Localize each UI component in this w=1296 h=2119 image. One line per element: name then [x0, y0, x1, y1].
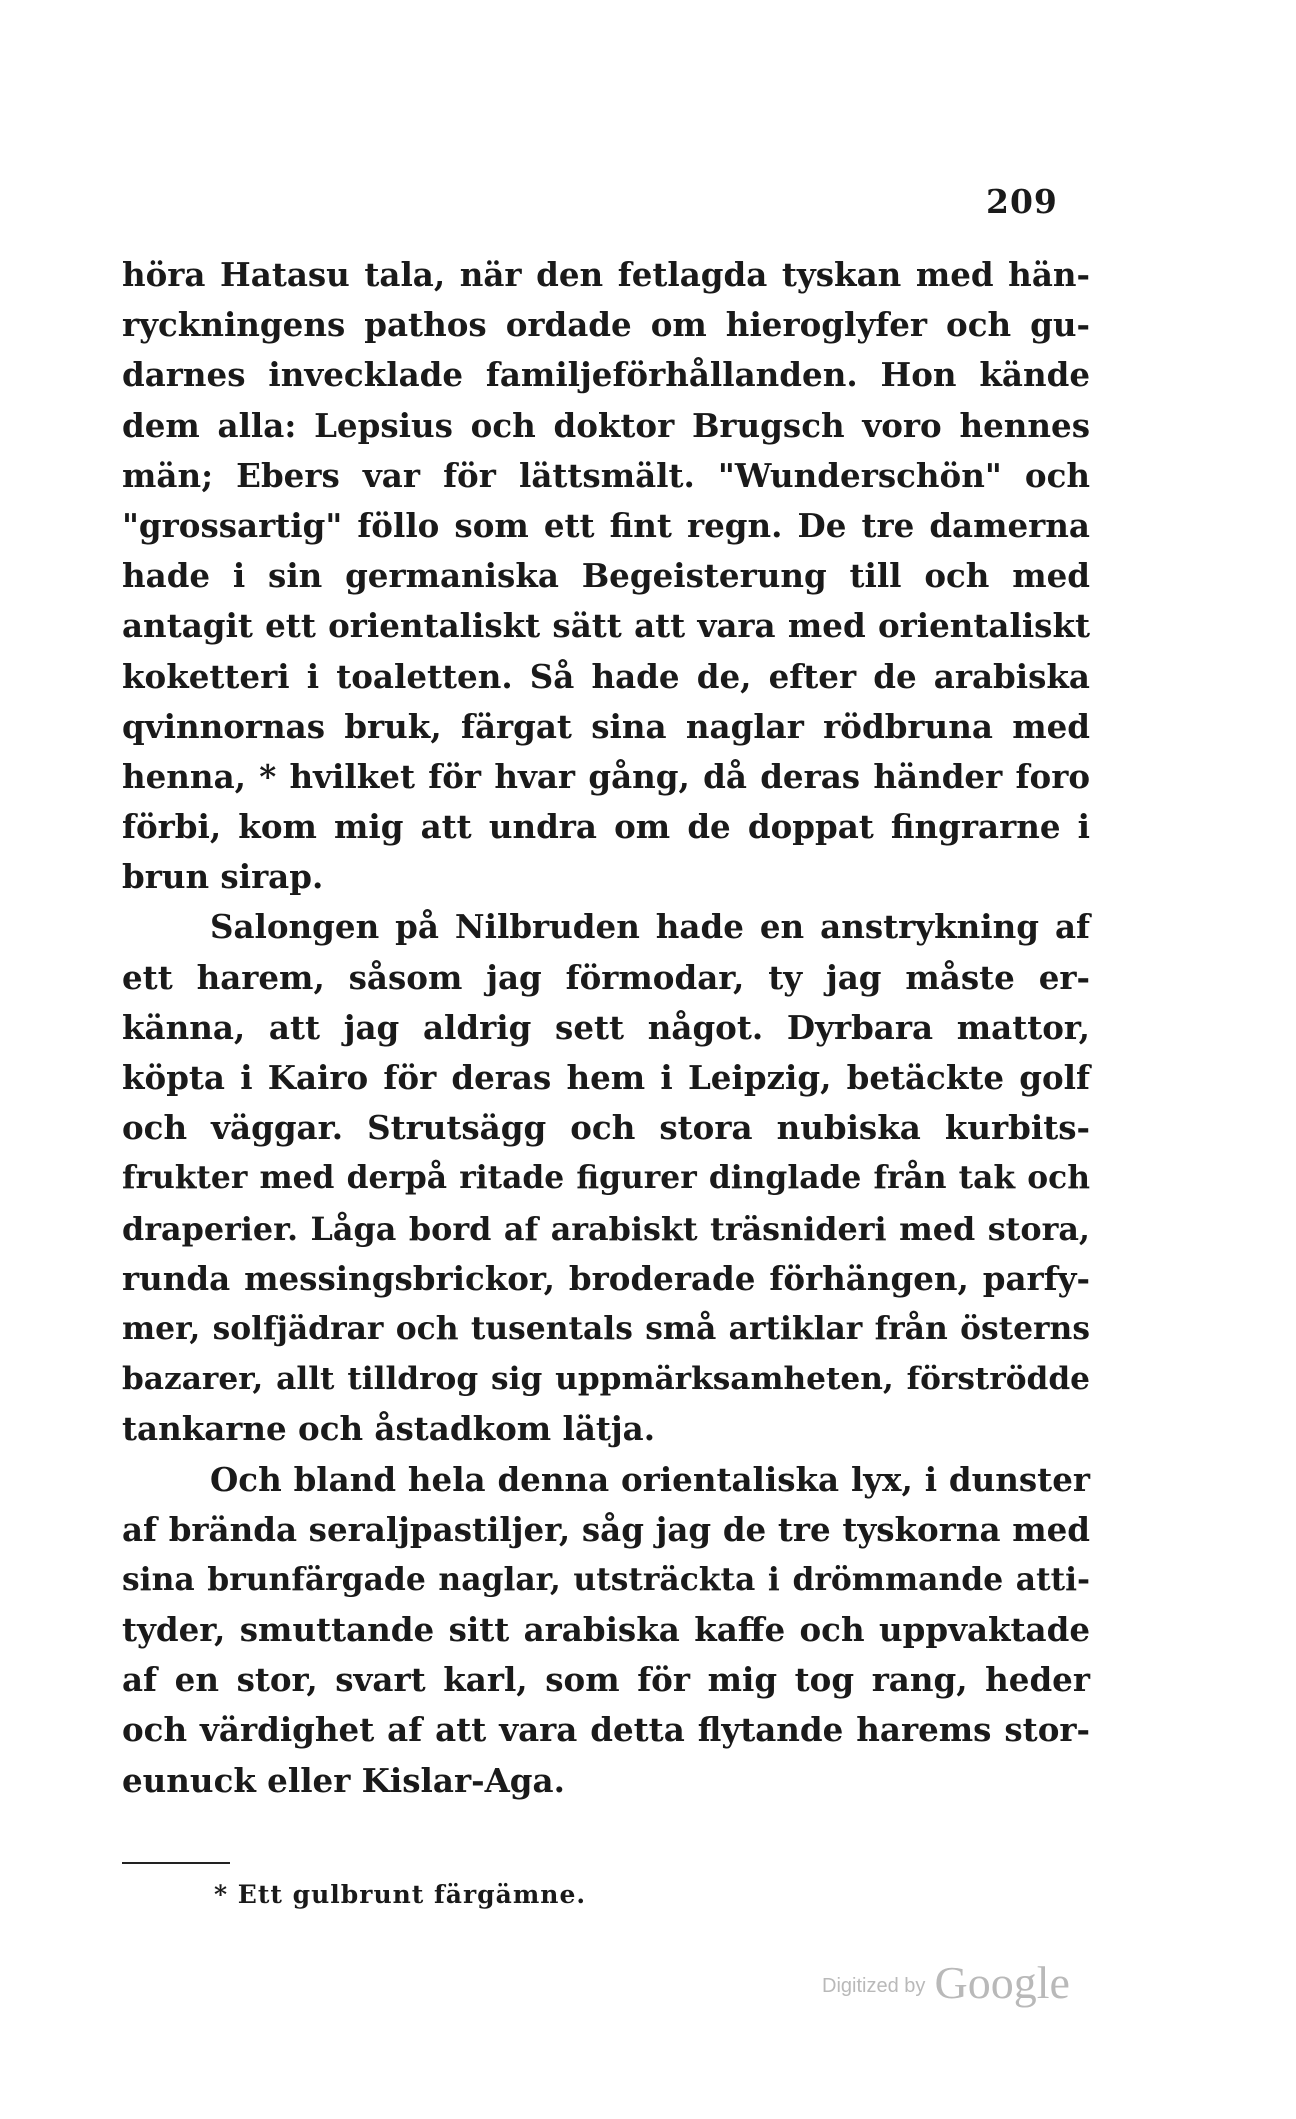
text-line: ryckningens pathos ordade om hieroglyfer och gu-	[122, 305, 1090, 345]
text-line: af en stor, svart karl, som för mig tog rang, heder	[122, 1660, 1090, 1700]
text-line: hade i sin germaniska Begeisterung till och med	[122, 556, 1090, 596]
text-line: höra Hatasu tala, när den fetlagda tyskan med hän-	[122, 255, 1090, 294]
text-line: och väggar. Strutsägg och stora nubiska kurbits-	[122, 1108, 1090, 1148]
text-line: Och bland hela denna orientaliska lyx, i dunster	[210, 1459, 1090, 1499]
google-logo: Google	[934, 1957, 1070, 2008]
text-line: "grossartig" föllo som ett fint regn. De tre damerna	[122, 505, 1090, 545]
text-line: qvinnornas bruk, färgat sina naglar rödbruna med	[122, 706, 1090, 746]
text-line: af brända seraljpastiljer, såg jag de tre tyskorna med	[122, 1509, 1090, 1549]
page-number: 209	[986, 182, 1058, 221]
text-line: sina brunfärgade naglar, utsträckta i drömmande atti-	[122, 1561, 1090, 1598]
text-line: Salongen på Nilbruden hade en anstrykning af	[210, 907, 1090, 947]
text-line: bazarer, allt tilldrog sig uppmärksamheten, förströdde	[122, 1361, 1090, 1398]
text-line: draperier. Låga bord af arabiskt träsnideri med stora,	[122, 1209, 1090, 1248]
text-line: tyder, smuttande sitt arabiska kaffe och uppvaktade	[122, 1610, 1090, 1650]
text-line: ett harem, såsom jag förmodar, ty jag måste er-	[122, 957, 1090, 997]
text-line: henna, * hvilket för hvar gång, då deras händer foro	[122, 756, 1090, 796]
text-line: köpta i Kairo för deras hem i Leipzig, betäckte golf	[122, 1058, 1090, 1097]
digitized-by-label: Digitized by	[822, 1975, 926, 1997]
footnote: * Ett gulbrunt färgämne.	[214, 1880, 587, 1909]
text-line: och värdighet af att vara detta flytande harems stor-	[122, 1710, 1090, 1750]
text-line: dem alla: Lepsius och doktor Brugsch voro hennes	[122, 405, 1090, 445]
text-line: darnes invecklade familjeförhållanden. Hon kände	[122, 355, 1090, 395]
text-line: känna, att jag aldrig sett något. Dyrbara mattor,	[122, 1007, 1090, 1047]
text-line: eunuck eller Kislar-Aga.	[122, 1760, 565, 1800]
body-text	[122, 250, 1090, 1806]
text-line: runda messingsbrickor, broderade förhängen, parfy-	[122, 1258, 1090, 1298]
digitized-watermark	[822, 1956, 1070, 2009]
footnote-divider	[122, 1862, 230, 1864]
text-line: män; Ebers var för lättsmält. "Wunderschön" och	[122, 455, 1090, 495]
text-line: brun sirap.	[122, 857, 324, 897]
text-line: koketteri i toaletten. Så hade de, efter de arabiska	[122, 656, 1090, 696]
text-line: frukter med derpå ritade figurer dinglade från tak och	[122, 1160, 1090, 1197]
text-line: antagit ett orientaliskt sätt att vara med orientaliskt	[122, 606, 1090, 646]
text-line: förbi, kom mig att undra om de doppat fingrarne i	[122, 807, 1090, 847]
text-line: mer, solfjädrar och tusentals små artiklar från österns	[122, 1310, 1090, 1347]
text-line: tankarne och åstadkom lätja.	[122, 1409, 656, 1449]
